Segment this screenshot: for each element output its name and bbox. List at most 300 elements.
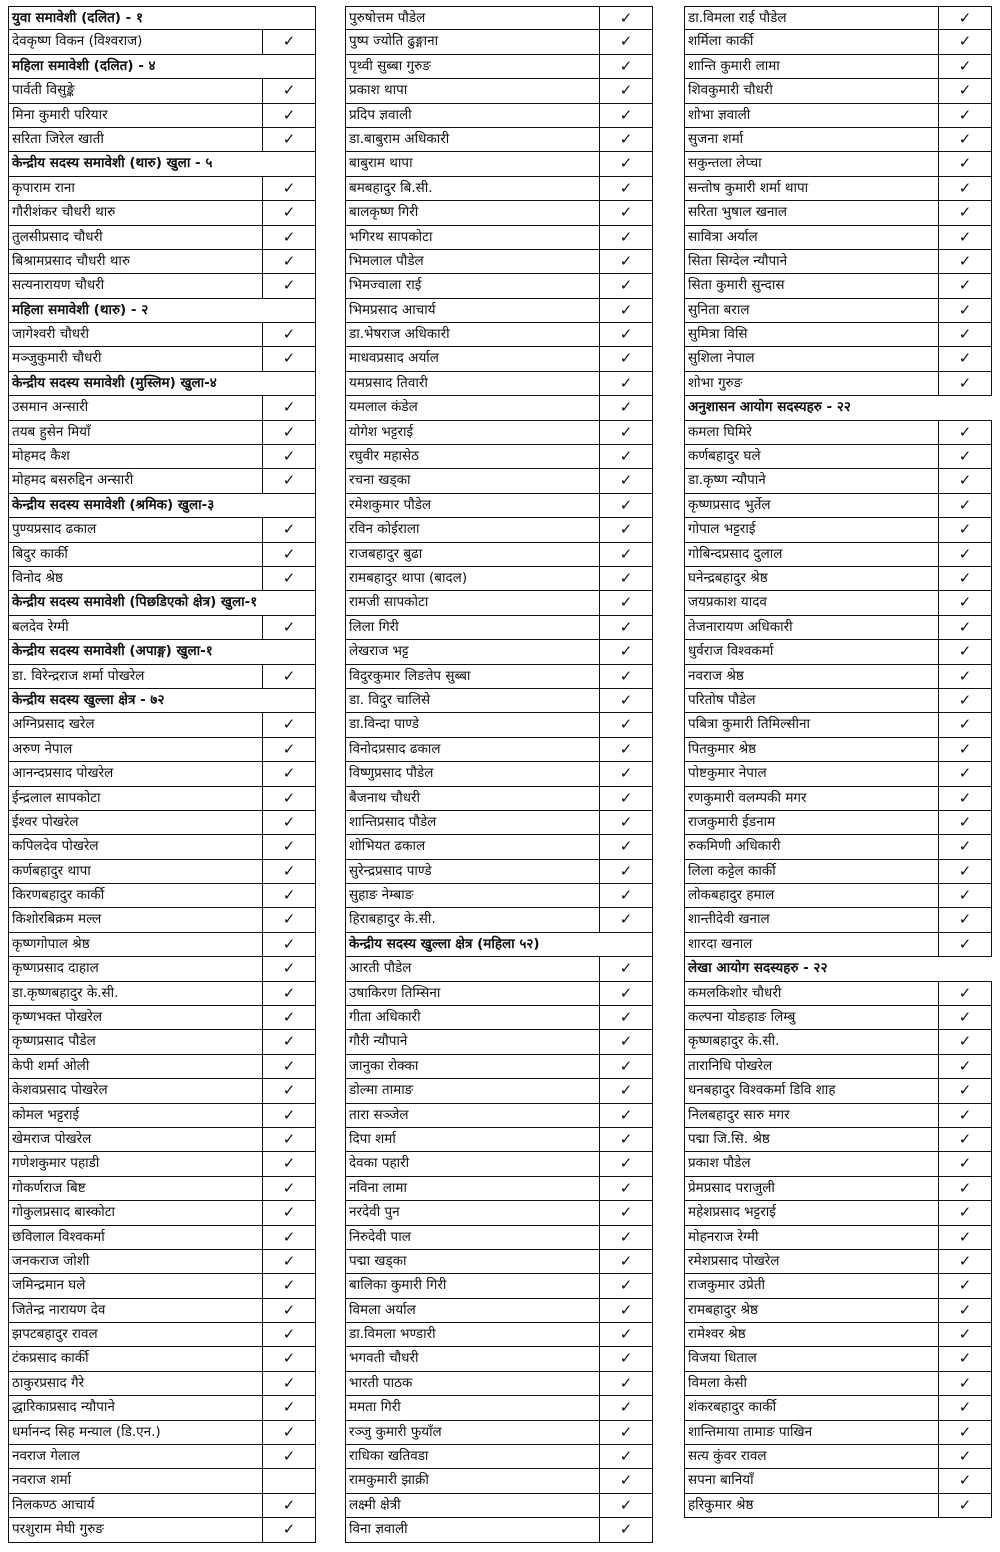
- member-name: कर्णबहादुर थापा: [12, 862, 91, 879]
- member-name: कृष्णभक्त पोखरेल: [12, 1009, 103, 1026]
- check-mark-icon: ✓: [599, 1494, 652, 1517]
- table-row: [345, 177, 653, 201]
- check-mark-icon: ✓: [262, 1006, 315, 1029]
- section-title: केन्द्रीय सदस्य समावेशी (पिछडिएको क्षेत्र) खुला-१: [12, 594, 258, 611]
- table-row: [345, 908, 653, 932]
- member-name: तेजनारायण अधिकारी: [688, 618, 793, 635]
- table-row: [8, 1469, 316, 1493]
- check-mark-icon: ✓: [599, 469, 652, 492]
- member-name: शर्मिला कार्की: [688, 33, 754, 50]
- check-mark-icon: ✓: [599, 835, 652, 858]
- check-mark-icon: ✓: [938, 226, 991, 249]
- member-name: रामकुमारी झाक्री: [349, 1472, 429, 1489]
- section-header: [8, 494, 316, 518]
- check-mark-icon: ✓: [262, 835, 315, 858]
- check-mark-icon: ✓: [938, 543, 991, 566]
- member-name: गौरीशंकर चौधरी थारु: [12, 204, 116, 221]
- check-mark-icon: ✓: [262, 1030, 315, 1053]
- check-mark-icon: ✓: [599, 1201, 652, 1224]
- member-name: गोकर्णराज बिष्ट: [12, 1179, 86, 1196]
- check-mark-icon: ✓: [262, 250, 315, 273]
- table-row: [684, 1396, 992, 1420]
- member-name: लिला कट्टेल कार्की: [688, 862, 776, 879]
- member-name: किरणबहादुर कार्की: [12, 887, 105, 904]
- section-header: [684, 396, 992, 420]
- member-name: सिता सिग्देल न्यौपाने: [688, 252, 788, 269]
- section-title: केन्द्रीय सदस्य खुल्ला क्षेत्र - ७२: [12, 691, 165, 708]
- table-row: [8, 226, 316, 250]
- table-row: [345, 201, 653, 225]
- table-row: [345, 79, 653, 103]
- table-row: [345, 55, 653, 79]
- table-row: [345, 665, 653, 689]
- member-name: माधवप्रसाद अर्याल: [349, 350, 439, 367]
- table-row: [684, 372, 992, 396]
- member-name: भिमप्रसाद आचार्य: [349, 301, 436, 318]
- table-row: [684, 1469, 992, 1493]
- table-row: [684, 494, 992, 518]
- member-name: सत्य कुंवर रावल: [688, 1448, 767, 1465]
- check-mark-icon: ✓: [938, 1055, 991, 1078]
- table-row: [8, 616, 316, 640]
- check-mark-icon: ✓: [599, 421, 652, 444]
- member-name: सुमित्रा विसि: [688, 326, 748, 343]
- check-mark-icon: ✓: [938, 762, 991, 785]
- check-mark-icon: ✓: [262, 1347, 315, 1370]
- table-row: [8, 1250, 316, 1274]
- member-name: भगवती चौधरी: [349, 1350, 419, 1367]
- check-mark-icon: ✓: [599, 250, 652, 273]
- table-row: [345, 128, 653, 152]
- member-name: दिपा शर्मा: [349, 1130, 396, 1147]
- table-row: [8, 396, 316, 420]
- table-row: [684, 323, 992, 347]
- member-name: नवराज शर्मा: [12, 1472, 72, 1489]
- member-name: परशुराम मेघी गुरुङ: [12, 1521, 104, 1538]
- section-header: [8, 299, 316, 323]
- section-title: युवा समावेशी (दलित) - १: [12, 10, 143, 26]
- check-mark-icon: ✓: [599, 1299, 652, 1322]
- check-mark-icon: ✓: [599, 274, 652, 297]
- check-mark-icon: ✓: [262, 713, 315, 736]
- check-mark-icon: ✓: [262, 1494, 315, 1517]
- member-name: शान्तिमाया तामाङ पाखिन: [688, 1423, 813, 1440]
- check-mark-icon: ✓: [262, 616, 315, 639]
- check-mark-icon: ✓: [938, 494, 991, 517]
- check-mark-icon: ✓: [599, 372, 652, 395]
- member-name: धुर्वराज विश्वकर्मा: [688, 643, 774, 660]
- table-row: [684, 177, 992, 201]
- table-row: [684, 1494, 992, 1518]
- member-name: रुकमिणी अधिकारी: [688, 838, 781, 855]
- check-mark-icon: ✓: [262, 1152, 315, 1175]
- member-name: सकुन्तला लेप्चा: [688, 155, 762, 172]
- table-row: [684, 6, 992, 30]
- table-row: [345, 1128, 653, 1152]
- check-mark-icon: ✓: [262, 469, 315, 492]
- member-name: प्रदिप ज्ञवाली: [349, 106, 412, 123]
- member-name: शान्तिप्रसाद पौडेल: [349, 813, 437, 830]
- member-name: केशवप्रसाद पोखरेल: [12, 1082, 108, 1099]
- member-name: गणेशकुमार पहाडी: [12, 1155, 100, 1172]
- table-row: [684, 1006, 992, 1030]
- member-name: नरदेवी पुन: [349, 1204, 400, 1221]
- member-name: शंकरबहादुर कार्की: [688, 1399, 777, 1416]
- table-row: [345, 469, 653, 493]
- check-mark-icon: ✓: [938, 518, 991, 541]
- member-name: सुनिता बराल: [688, 301, 750, 318]
- member-name: परितोष पौडेल: [688, 691, 756, 708]
- table-row: [345, 445, 653, 469]
- member-name: धनबहादुर विश्वकर्मा डिवि शाह: [688, 1082, 836, 1099]
- member-name: गीता अधिकारी: [349, 1009, 421, 1026]
- table-row: [684, 933, 992, 957]
- table-row: [345, 738, 653, 762]
- member-name: बलदेव रेग्मी: [12, 618, 69, 635]
- table-row: [684, 1079, 992, 1103]
- table-row: [684, 55, 992, 79]
- member-name: पुरुषोत्तम पौडेल: [349, 10, 426, 26]
- check-mark-icon: ✓: [262, 445, 315, 468]
- check-mark-icon: ✓: [938, 177, 991, 200]
- check-mark-icon: ✓: [599, 1347, 652, 1370]
- member-name: विष्णुप्रसाद पौडेल: [349, 765, 434, 782]
- table-row: [684, 445, 992, 469]
- check-mark-icon: ✓: [938, 982, 991, 1005]
- check-mark-icon: ✓: [262, 1372, 315, 1395]
- check-mark-icon: ✓: [599, 226, 652, 249]
- table-row: [684, 982, 992, 1006]
- check-mark-icon: ✓: [599, 811, 652, 834]
- member-name: राजकुमार उप्रेती: [688, 1277, 766, 1294]
- check-mark-icon: ✓: [599, 518, 652, 541]
- member-name: गोकुलप्रसाद बास्कोटा: [12, 1204, 116, 1221]
- member-name: सन्तोष कुमारी शर्मा थापा: [688, 179, 809, 196]
- member-name: ईश्वर पोखरेल: [12, 813, 79, 830]
- table-row: [345, 1152, 653, 1176]
- check-mark-icon: ✓: [262, 762, 315, 785]
- check-mark-icon: ✓: [938, 591, 991, 614]
- table-row: [345, 1494, 653, 1518]
- member-name: अरुण नेपाल: [12, 740, 73, 757]
- member-name: प्रकाश पौडेल: [688, 1155, 751, 1172]
- table-row: [345, 396, 653, 420]
- check-mark-icon: ✓: [262, 884, 315, 907]
- member-name: कृष्णबहादुर के.सी.: [688, 1033, 780, 1050]
- member-name: विदुरकुमार लिङतेप सुब्बा: [349, 667, 471, 684]
- table-row: [345, 1006, 653, 1030]
- check-mark-icon: ✓: [599, 1177, 652, 1200]
- table-row: [345, 884, 653, 908]
- table-row: [8, 323, 316, 347]
- table-row: [8, 762, 316, 786]
- member-name: नवराज श्रेष्ठ: [688, 667, 744, 684]
- check-mark-icon: ✓: [599, 128, 652, 151]
- check-mark-icon: ✓: [262, 104, 315, 127]
- member-name: पद्मा खड्का: [349, 1252, 407, 1269]
- check-mark-icon: ✓: [938, 811, 991, 834]
- member-name: जानुका रोक्का: [349, 1057, 419, 1074]
- table-row: [345, 152, 653, 176]
- check-mark-icon: ✓: [938, 1274, 991, 1297]
- member-name: खेमराज पोखरेल: [12, 1130, 92, 1147]
- member-name: कमला घिमिरे: [688, 423, 752, 440]
- check-mark-icon: ✓: [938, 1250, 991, 1273]
- member-name: गौरी न्यौपाने: [349, 1033, 408, 1050]
- member-name: राजबहादुर बुढा: [349, 545, 423, 562]
- member-name: आरती पौडेल: [349, 960, 412, 977]
- check-mark-icon: ✓: [599, 152, 652, 175]
- table-row: [8, 201, 316, 225]
- member-name: रामबहादुर थापा (बादल): [349, 569, 468, 586]
- check-mark-icon: ✓: [262, 738, 315, 761]
- table-row: [8, 1030, 316, 1054]
- table-row: [684, 713, 992, 737]
- table-row: [345, 1201, 653, 1225]
- check-mark-icon: ✓: [262, 79, 315, 102]
- table-row: [345, 494, 653, 518]
- check-mark-icon: ✓: [599, 1323, 652, 1346]
- member-name: महेशप्रसाद भट्टराई: [688, 1204, 776, 1221]
- member-name: झपटबहादुर रावल: [12, 1326, 98, 1343]
- table-row: [684, 1226, 992, 1250]
- member-name: डा.कृष्ण न्यौपाने: [688, 472, 766, 489]
- table-row: [8, 1152, 316, 1176]
- check-mark-icon: ✓: [262, 787, 315, 810]
- check-mark-icon: ✓: [599, 787, 652, 810]
- member-name: कृष्णप्रसाद दाहाल: [12, 960, 99, 977]
- check-mark-icon: ✓: [938, 1177, 991, 1200]
- check-mark-icon: ✓: [938, 835, 991, 858]
- check-mark-icon: ✓: [938, 713, 991, 736]
- member-name: डा.विमला भण्डारी: [349, 1326, 436, 1343]
- member-name: मोहनराज रेग्मी: [688, 1228, 759, 1245]
- table-row: [345, 1177, 653, 1201]
- member-name: राजकुमारी ईडनाम: [688, 813, 776, 830]
- member-name: टंकप्रसाद कार्की: [12, 1350, 89, 1367]
- table-row: [345, 6, 653, 30]
- table-row: [684, 787, 992, 811]
- check-mark-icon: ✓: [938, 567, 991, 590]
- check-mark-icon: ✓: [262, 128, 315, 151]
- table-row: [345, 787, 653, 811]
- member-name: डा.विमला राई पौडेल: [688, 10, 787, 26]
- table-row: [8, 1201, 316, 1225]
- check-mark-icon: ✓: [599, 908, 652, 931]
- table-row: [684, 104, 992, 128]
- table-row: [8, 787, 316, 811]
- table-row: [8, 738, 316, 762]
- check-mark-icon: ✓: [938, 274, 991, 297]
- member-name: डा.विन्दा पाण्डे: [349, 716, 419, 733]
- member-name: डा.कृष्णबहादुर के.सी.: [12, 984, 119, 1001]
- member-name: रणकुमारी वलम्पकी मगर: [688, 789, 807, 806]
- member-name: उसमान अन्सारी: [12, 399, 89, 416]
- section-title: केन्द्रीय सदस्य समावेशी (अपाङ्ग) खुला-१: [12, 643, 213, 660]
- check-mark-icon: ✓: [599, 1518, 652, 1541]
- table-row: [684, 665, 992, 689]
- check-mark-icon: ✓: [262, 1177, 315, 1200]
- member-name: सिता कुमारी सुन्दास: [688, 277, 785, 294]
- table-row: [8, 445, 316, 469]
- check-mark-icon: ✓: [938, 1372, 991, 1395]
- check-mark-icon: ✓: [938, 1128, 991, 1151]
- member-name: शिवकुमारी चौधरी: [688, 82, 773, 99]
- member-name: रमेशकुमार पौडेल: [349, 496, 432, 513]
- check-mark-icon: ✓: [599, 1104, 652, 1127]
- table-row: [345, 372, 653, 396]
- table-row: [345, 30, 653, 54]
- member-name: पृथ्वी सुब्बा गुरुङ: [349, 57, 431, 74]
- member-name: शोभियत ढकाल: [349, 838, 426, 855]
- check-mark-icon: ✓: [938, 445, 991, 468]
- check-mark-icon: ✓: [599, 713, 652, 736]
- check-mark-icon: ✓: [262, 226, 315, 249]
- table-row: [684, 1128, 992, 1152]
- check-mark-icon: ✓: [599, 323, 652, 346]
- check-mark-icon: ✓: [599, 616, 652, 639]
- member-name: सुरेन्द्रप्रसाद पाण्डे: [349, 862, 432, 879]
- check-mark-icon: ✓: [938, 1323, 991, 1346]
- member-name: घनेन्द्रबहादुर श्रेष्ठ: [688, 569, 768, 586]
- table-row: [684, 128, 992, 152]
- member-name: जितेन्द्र नारायण देव: [12, 1301, 106, 1318]
- check-mark-icon: ✓: [938, 738, 991, 761]
- table-row: [345, 421, 653, 445]
- table-row: [345, 591, 653, 615]
- table-row: [8, 1128, 316, 1152]
- section-header: [345, 933, 653, 957]
- table-row: [684, 860, 992, 884]
- member-name: अग्निप्रसाद खरेल: [12, 716, 95, 733]
- check-mark-icon: ✓: [599, 957, 652, 980]
- check-mark-icon: ✓: [262, 1421, 315, 1444]
- check-mark-icon: ✓: [938, 640, 991, 663]
- member-name: कल्पना योङहाङ लिम्बु: [688, 1009, 796, 1026]
- member-name: ममता गिरी: [349, 1399, 401, 1416]
- check-mark-icon: ✓: [599, 494, 652, 517]
- table-row: [684, 811, 992, 835]
- section-header: [684, 957, 992, 981]
- table-row: [345, 1250, 653, 1274]
- table-row: [345, 1445, 653, 1469]
- check-mark-icon: ✓: [262, 1250, 315, 1273]
- table-row: [684, 591, 992, 615]
- member-name: देवका पहारी: [349, 1155, 410, 1172]
- section-title: केन्द्रीय सदस्य समावेशी (थारु) खुला - ५: [12, 155, 213, 172]
- member-name: कृष्णप्रसाद भुर्तेल: [688, 496, 771, 513]
- member-name: सुजना शर्मा: [688, 130, 744, 147]
- section-header: [8, 152, 316, 176]
- member-name: कमलकिशोर चौधरी: [688, 984, 782, 1001]
- check-mark-icon: ✓: [938, 1299, 991, 1322]
- member-name: योगेश भट्टराई: [349, 423, 414, 440]
- member-name: लक्ष्मी क्षेत्री: [349, 1496, 401, 1513]
- check-mark-icon: ✓: [262, 1079, 315, 1102]
- table-row: [345, 1274, 653, 1298]
- member-name: रञ्जु कुमारी फुयाँल: [349, 1423, 442, 1440]
- table-row: [8, 1494, 316, 1518]
- table-row: [684, 299, 992, 323]
- table-row: [684, 518, 992, 542]
- member-name: बमबहादुर बि.सी.: [349, 179, 433, 196]
- check-mark-icon: ✓: [938, 421, 991, 444]
- check-mark-icon: ✓: [599, 79, 652, 102]
- member-name: पितकुमार श्रेष्ठ: [688, 740, 757, 757]
- check-mark-icon: ✓: [262, 665, 315, 688]
- check-mark-icon: ✓: [599, 1152, 652, 1175]
- member-name: बिश्रामप्रसाद चौधरी थारु: [12, 252, 130, 269]
- check-mark-icon: ✓: [599, 7, 652, 29]
- check-mark-icon: ✓: [599, 762, 652, 785]
- check-mark-icon: ✓: [938, 323, 991, 346]
- table-row: [8, 1104, 316, 1128]
- check-mark-icon: ✓: [262, 543, 315, 566]
- member-name: सपना बानियाँ: [688, 1472, 754, 1489]
- check-mark-icon: ✓: [599, 1421, 652, 1444]
- member-name: कृष्णगोपाल श्रेष्ठ: [12, 935, 90, 952]
- table-row: [345, 762, 653, 786]
- member-name: पद्मा जि.सि. श्रेष्ठ: [688, 1130, 770, 1147]
- member-name: भिमज्वाला राई: [349, 277, 422, 294]
- member-name: नवराज गेलाल: [12, 1448, 80, 1465]
- check-mark-icon: ✓: [938, 250, 991, 273]
- check-mark-icon: ✓: [599, 567, 652, 590]
- check-mark-icon: ✓: [599, 396, 652, 419]
- table-row: [684, 1299, 992, 1323]
- check-mark-icon: ✓: [938, 860, 991, 883]
- member-name: आनन्दप्रसाद पोखरेल: [12, 765, 114, 782]
- member-name: शोभा गुरुङ: [688, 374, 743, 391]
- member-name: कपिलदेव पोखरेल: [12, 838, 99, 855]
- section-header: [8, 591, 316, 615]
- check-mark-icon: ✓: [262, 201, 315, 224]
- check-mark-icon: ✓: [938, 933, 991, 956]
- member-name: जमिन्द्रमान घले: [12, 1277, 86, 1294]
- member-name: तयब हुसेन मियाँ: [12, 423, 91, 440]
- check-mark-icon: ✓: [938, 55, 991, 78]
- member-name: यमलाल कंडेल: [349, 399, 418, 416]
- member-name: रामबहादुर श्रेष्ठ: [688, 1301, 758, 1318]
- check-mark-icon: ✓: [262, 908, 315, 931]
- check-mark-icon: ✓: [599, 1274, 652, 1297]
- check-mark-icon: ✓: [599, 1469, 652, 1492]
- table-row: [684, 274, 992, 298]
- table-row: [8, 1323, 316, 1347]
- table-row: [8, 1299, 316, 1323]
- member-name: तारा सञ्जेल: [349, 1106, 409, 1123]
- table-row: [684, 469, 992, 493]
- table-row: [684, 1347, 992, 1371]
- member-name: रचना खड्का: [349, 472, 411, 489]
- check-mark-icon: ✓: [938, 1104, 991, 1127]
- table-row: [8, 665, 316, 689]
- table-row: [345, 1055, 653, 1079]
- table-row: [684, 226, 992, 250]
- section-header: [8, 55, 316, 79]
- section-title: केन्द्रीय सदस्य समावेशी (श्रमिक) खुला-३: [12, 496, 215, 513]
- check-mark-icon: ✓: [938, 1079, 991, 1102]
- member-name: बालिका कुमारी गिरी: [349, 1277, 447, 1294]
- check-mark-icon: ✓: [262, 1128, 315, 1151]
- check-mark-icon: ✓: [938, 1226, 991, 1249]
- table-row: [8, 908, 316, 932]
- check-mark-icon: ✓: [938, 616, 991, 639]
- table-row: [8, 543, 316, 567]
- member-name: तारानिधि पोखरेल: [688, 1057, 773, 1074]
- table-row: [345, 713, 653, 737]
- check-mark-icon: ✓: [599, 738, 652, 761]
